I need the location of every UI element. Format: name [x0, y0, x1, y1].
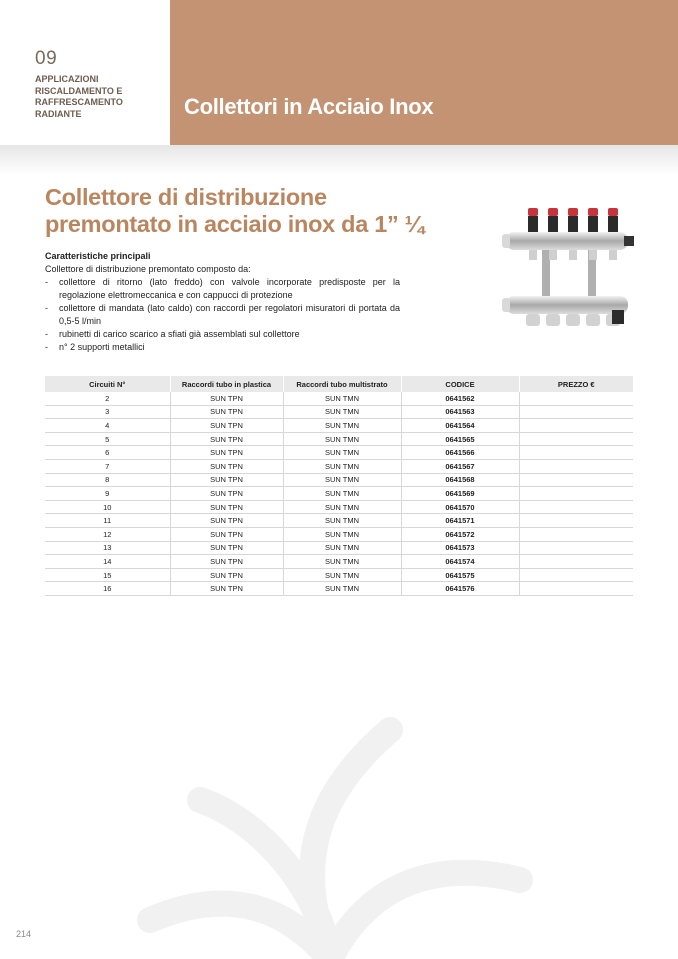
header-shadow [0, 145, 678, 175]
cell-plastic-fittings: SUN TPN [170, 432, 283, 446]
table-row [45, 446, 633, 460]
feature-item: - rubinetti di carico scarico a sfiati già assemblati sul collettore [45, 329, 300, 339]
cell-price [519, 555, 633, 569]
feature-text: collettore di ritorno (lato freddo) con valvole incorporate predisposte per la regolazione elettromeccanica e con cappucci di protezione [59, 277, 400, 300]
features-title: Caratteristiche principali [45, 251, 151, 261]
feature-item: - n° 2 supporti metallici [45, 342, 145, 352]
cell-code: 0641572 [401, 527, 519, 541]
table-body [45, 392, 633, 595]
cell-multilayer-fittings: SUN TMN [283, 446, 401, 460]
cell-code: 0641575 [401, 568, 519, 582]
header-code: CODICE [401, 376, 519, 392]
cell-multilayer-fittings: SUN TMN [283, 419, 401, 433]
product-title [45, 184, 485, 238]
cell-circuits: 13 [45, 541, 170, 555]
header-multilayer-fittings: Raccordi tubo multistrato [283, 376, 401, 392]
table-row [45, 500, 633, 514]
table-row [45, 419, 633, 433]
table-row [45, 473, 633, 487]
cell-price [519, 527, 633, 541]
cell-plastic-fittings: SUN TPN [170, 500, 283, 514]
cell-price [519, 419, 633, 433]
cell-price [519, 568, 633, 582]
cell-multilayer-fittings: SUN TMN [283, 487, 401, 501]
cell-circuits: 6 [45, 446, 170, 460]
cell-multilayer-fittings: SUN TMN [283, 405, 401, 419]
cell-plastic-fittings: SUN TPN [170, 405, 283, 419]
cell-circuits: 8 [45, 473, 170, 487]
cell-price [519, 392, 633, 405]
page-header [0, 0, 678, 145]
cell-plastic-fittings: SUN TPN [170, 555, 283, 569]
features-intro: Collettore di distribuzione premontato composto da: [45, 264, 251, 274]
cell-code: 0641565 [401, 432, 519, 446]
cell-plastic-fittings: SUN TPN [170, 582, 283, 596]
product-title-line-1: Collettore di distribuzione [45, 184, 327, 210]
cell-code: 0641573 [401, 541, 519, 555]
cell-code: 0641571 [401, 514, 519, 528]
cell-price [519, 500, 633, 514]
cell-circuits: 10 [45, 500, 170, 514]
cell-multilayer-fittings: SUN TMN [283, 392, 401, 405]
cell-circuits: 5 [45, 432, 170, 446]
feature-item: - collettore di mandata (lato caldo) con raccordi per regolatori misuratori di portata da 0,5-5 l/min [45, 303, 400, 326]
table-row [45, 392, 633, 405]
cell-code: 0641574 [401, 555, 519, 569]
cell-multilayer-fittings: SUN TMN [283, 582, 401, 596]
cell-circuits: 2 [45, 392, 170, 405]
table-row [45, 555, 633, 569]
chapter-block [0, 0, 170, 145]
cell-multilayer-fittings: SUN TMN [283, 555, 401, 569]
cell-plastic-fittings: SUN TPN [170, 541, 283, 555]
cell-plastic-fittings: SUN TPN [170, 568, 283, 582]
cell-price [519, 514, 633, 528]
header-price: PREZZO € [519, 376, 633, 392]
cell-circuits: 14 [45, 555, 170, 569]
cell-code: 0641567 [401, 459, 519, 473]
cell-multilayer-fittings: SUN TMN [283, 432, 401, 446]
manifold-image [500, 200, 640, 335]
cell-price [519, 541, 633, 555]
cell-multilayer-fittings: SUN TMN [283, 473, 401, 487]
cell-circuits: 3 [45, 405, 170, 419]
cell-code: 0641566 [401, 446, 519, 460]
cell-circuits: 12 [45, 527, 170, 541]
header-plastic-fittings: Raccordi tubo in plastica [170, 376, 283, 392]
cell-multilayer-fittings: SUN TMN [283, 514, 401, 528]
features-list [45, 276, 400, 354]
cell-circuits: 7 [45, 459, 170, 473]
cell-code: 0641562 [401, 392, 519, 405]
cell-multilayer-fittings: SUN TMN [283, 500, 401, 514]
table-row [45, 541, 633, 555]
product-table [45, 376, 633, 596]
cell-multilayer-fittings: SUN TMN [283, 541, 401, 555]
cell-plastic-fittings: SUN TPN [170, 473, 283, 487]
page-number: 214 [16, 929, 32, 939]
cell-price [519, 473, 633, 487]
table-header-row [45, 376, 633, 392]
cell-code: 0641569 [401, 487, 519, 501]
cell-plastic-fittings: SUN TPN [170, 446, 283, 460]
decorative-swirl-watermark [90, 690, 570, 959]
cell-plastic-fittings: SUN TPN [170, 419, 283, 433]
table-row [45, 432, 633, 446]
chapter-title: APPLICAZIONI RISCALDAMENTO E RAFFRESCAMENTO RADIANTE [35, 74, 123, 119]
cell-plastic-fittings: SUN TPN [170, 459, 283, 473]
feature-text: collettore di mandata (lato caldo) con raccordi per regolatori misuratori di portata da 0,5-5 l/min [59, 303, 400, 326]
cell-price [519, 432, 633, 446]
cell-plastic-fittings: SUN TPN [170, 487, 283, 501]
cell-code: 0641576 [401, 582, 519, 596]
table-row [45, 568, 633, 582]
chapter-number: 09 [35, 48, 58, 69]
cell-code: 0641570 [401, 500, 519, 514]
feature-text: n° 2 supporti metallici [59, 342, 145, 352]
cell-price [519, 459, 633, 473]
cell-price [519, 446, 633, 460]
table-row [45, 405, 633, 419]
header-circuits: Circuiti N° [45, 376, 170, 392]
cell-price [519, 487, 633, 501]
cell-multilayer-fittings: SUN TMN [283, 568, 401, 582]
cell-circuits: 9 [45, 487, 170, 501]
cell-multilayer-fittings: SUN TMN [283, 527, 401, 541]
cell-circuits: 4 [45, 419, 170, 433]
section-band [170, 0, 678, 145]
product-title-line-2: premontato in acciaio inox da 1” ¼ [45, 211, 424, 237]
cell-plastic-fittings: SUN TPN [170, 514, 283, 528]
table-row [45, 582, 633, 596]
cell-circuits: 15 [45, 568, 170, 582]
cell-plastic-fittings: SUN TPN [170, 392, 283, 405]
table-row [45, 487, 633, 501]
table-row [45, 459, 633, 473]
cell-circuits: 16 [45, 582, 170, 596]
feature-text: rubinetti di carico scarico a sfiati già assemblati sul collettore [59, 329, 300, 339]
cell-plastic-fittings: SUN TPN [170, 527, 283, 541]
cell-code: 0641563 [401, 405, 519, 419]
cell-multilayer-fittings: SUN TMN [283, 459, 401, 473]
cell-circuits: 11 [45, 514, 170, 528]
feature-item: - collettore di ritorno (lato freddo) con valvole incorporate predisposte per la regolazione elettromeccanica e con cappucci di protezione [45, 277, 400, 300]
features-block [45, 250, 400, 354]
cell-price [519, 405, 633, 419]
cell-code: 0641564 [401, 419, 519, 433]
table-row [45, 527, 633, 541]
table-row [45, 514, 633, 528]
section-title: Collettori in Acciaio Inox [184, 94, 434, 119]
cell-price [519, 582, 633, 596]
cell-code: 0641568 [401, 473, 519, 487]
